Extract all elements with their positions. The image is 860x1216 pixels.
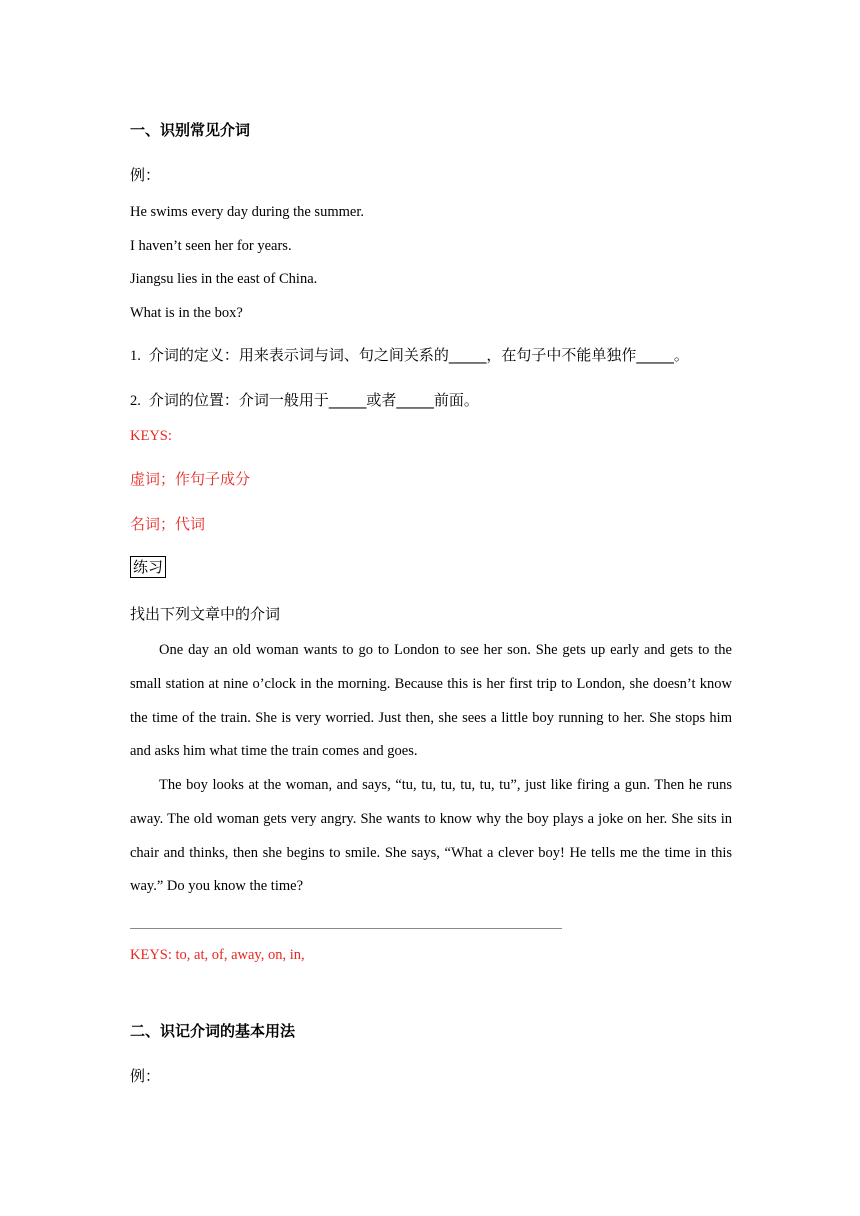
question-number: 2. <box>130 393 141 409</box>
question-1 <box>130 344 689 365</box>
practice-box <box>130 556 166 577</box>
question-text: 介词的位置：介词一般用于_____或者_____前面。 <box>148 391 479 409</box>
example-sentence: Jiangsu lies in the east of China. <box>130 271 318 287</box>
example-sentence: He swims every day during the summer. <box>130 204 364 220</box>
passage-paragraph: One day an old woman wants to go to London to see her son. She gets up early and gets to the small station at nine o’clock in the morning. Because this is her first trip to London, she doesn’t know the time of the train. She is very worried. Just then, she sees a little boy running to her. She stops him and asks him what time the train comes and goes. <box>130 642 732 760</box>
question-text: 介词的定义：用来表示词与词、句之间关系的_____，在句子中不能单独作_____。 <box>148 346 689 364</box>
answer-keys: KEYS: to, at, of, away, on, in, <box>130 947 305 963</box>
example-sentence: I haven’t seen her for years. <box>130 238 292 254</box>
answer-line <box>130 928 562 929</box>
question-number: 1. <box>130 348 141 364</box>
section1-heading: 一、识别常见介词 <box>130 121 251 139</box>
question-2 <box>130 389 479 410</box>
practice-label: 练习 <box>130 556 166 578</box>
section2-heading: 二、识记介词的基本用法 <box>130 1022 296 1040</box>
example-sentence: What is in the box? <box>130 305 243 321</box>
example-label: 例： <box>130 1067 161 1085</box>
passage-paragraph: The boy looks at the woman, and says, “tu, tu, tu, tu, tu, tu”, just like firing a gun. Then he runs away. The old woman gets very angry. She wants to know why the boy plays a joke on her. She sits in chair and thinks, then she begins to smile. She says, “What a clever boy! He tells me the time in this way.” Do you know the time? <box>130 777 732 895</box>
example-label: 例： <box>130 166 161 184</box>
key-answer-2: 名词；代词 <box>130 515 206 533</box>
task-instruction: 找出下列文章中的介词 <box>130 605 281 623</box>
key-answer-1: 虚词；作句子成分 <box>130 470 251 488</box>
keys-label: KEYS: <box>130 428 172 444</box>
